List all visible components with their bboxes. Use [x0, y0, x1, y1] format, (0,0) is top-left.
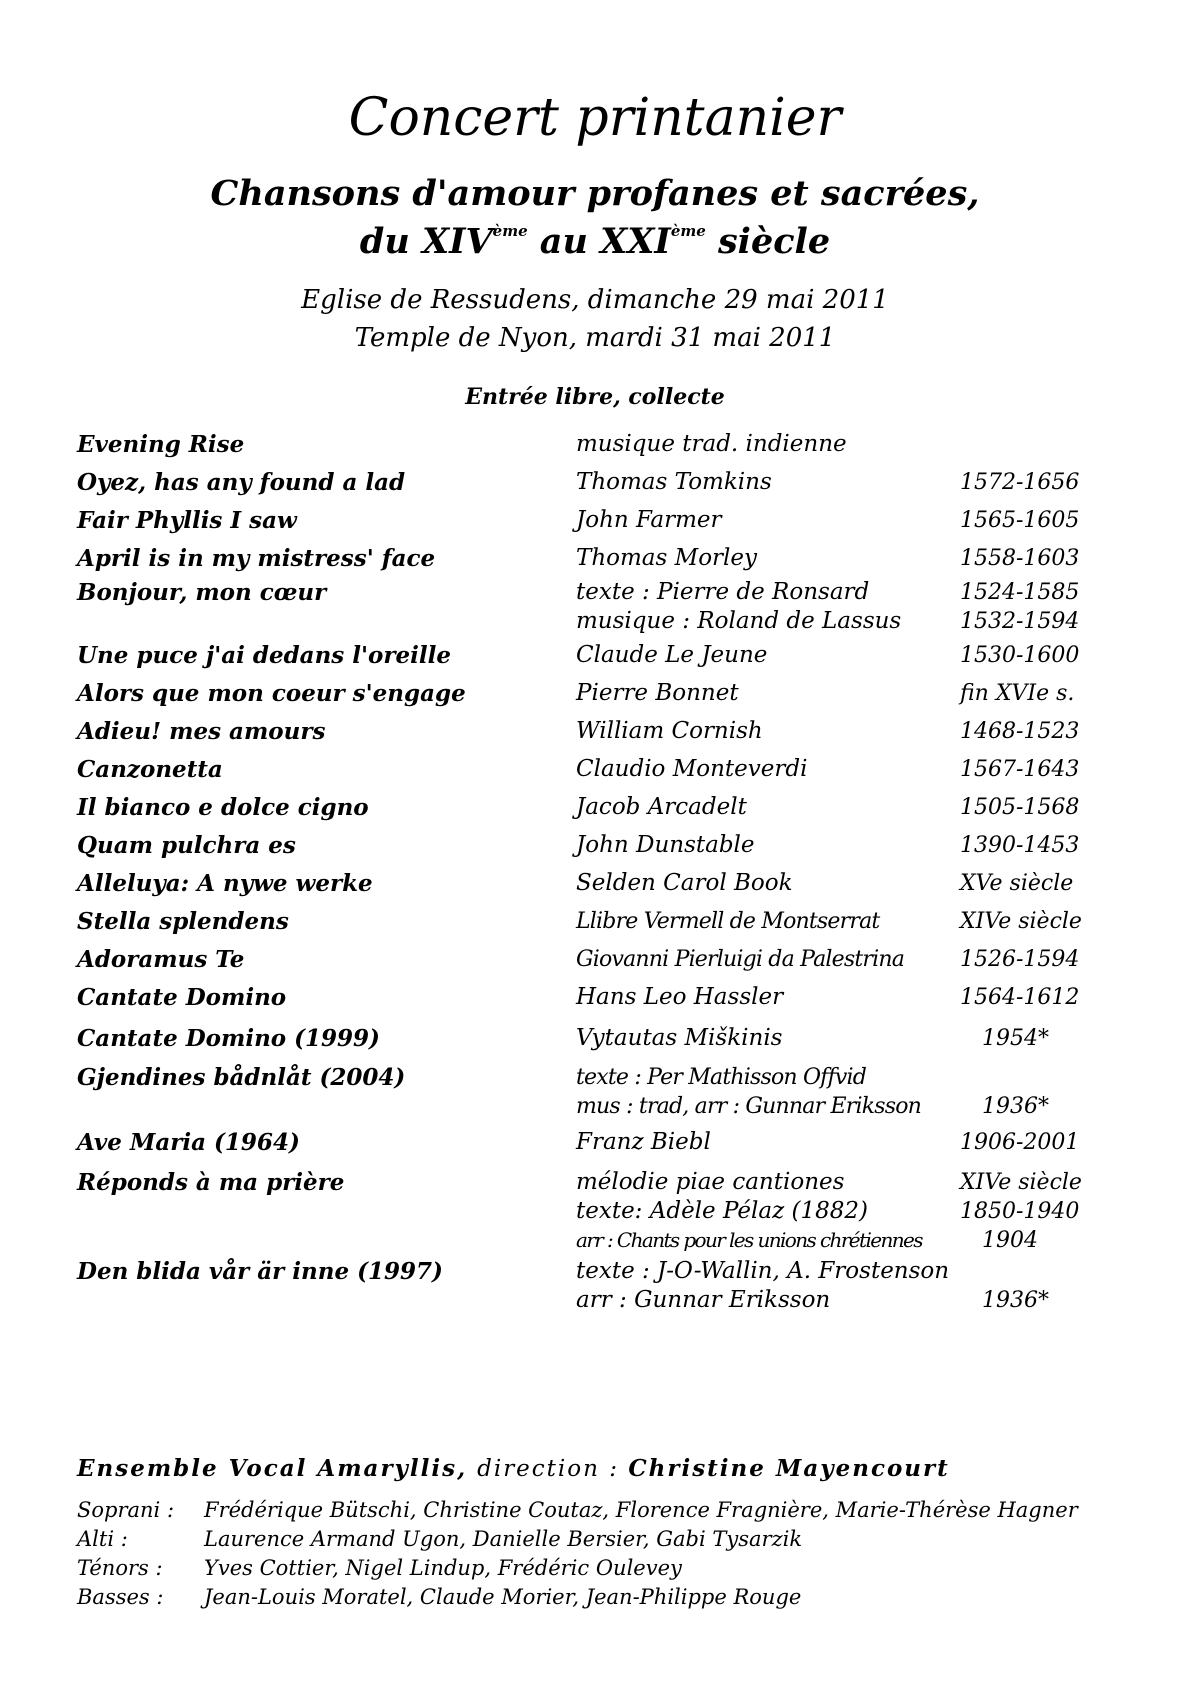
composer-dates	[960, 755, 1100, 784]
composer-line: Claudio Monteverdi	[576, 756, 808, 782]
date-line: XIVe siècle	[960, 909, 1082, 934]
voice-label: Alti :	[77, 1527, 128, 1551]
composer-dates	[960, 945, 1100, 974]
voice-label: Basses :	[77, 1585, 164, 1609]
composer-dates	[960, 717, 1100, 746]
composer	[576, 1128, 711, 1157]
singer-names: Frédérique Bütschi, Christine Coutaz, Florence Fragnière, Marie-Thérèse Hagner	[204, 1498, 1078, 1522]
composer-line: texte : Pierre de Ronsard	[576, 579, 870, 605]
piece-title: April is in my mistress' face	[77, 545, 436, 572]
piece-title: Adieu! mes amours	[77, 718, 326, 745]
date-line: 1572-1656	[960, 470, 1080, 495]
composer-dates	[960, 679, 1100, 708]
composer-line: Hans Leo Hassler	[576, 984, 784, 1010]
subtitle-part-c: siècle	[705, 221, 831, 262]
singer-names: Jean-Louis Moratel, Claude Morier, Jean-Philippe Rouge	[204, 1585, 802, 1609]
composer-line: Thomas Tomkins	[576, 469, 772, 495]
composer	[576, 1024, 782, 1053]
piece-title: Canzonetta	[77, 756, 223, 783]
piece-title: Cantate Domino (1999)	[77, 1025, 380, 1052]
composer-line: Llibre Vermell de Montserrat	[576, 909, 880, 934]
date-line: 1850-1940	[960, 1199, 1080, 1224]
piece-title: Oyez, has any found a lad	[77, 469, 406, 496]
date-line: 1530-1600	[960, 643, 1080, 668]
composer	[576, 506, 722, 535]
voice-label: Ténors :	[77, 1556, 163, 1580]
date-line: 1565-1605	[960, 508, 1080, 533]
subtitle-part-a: du XIV	[359, 221, 493, 262]
piece-title: Cantate Domino	[77, 984, 287, 1011]
composer-line: Claude Le Jeune	[576, 642, 768, 668]
venue-ressudens: Eglise de Ressudens, dimanche 29 mai 2011	[301, 285, 889, 315]
subtitle-sup-2: ème	[670, 222, 706, 240]
composer-dates	[960, 831, 1100, 860]
composer-dates	[960, 544, 1100, 573]
composer	[576, 641, 767, 670]
composer-dates	[960, 1168, 1100, 1255]
subtitle-line-2	[0, 220, 1190, 264]
composer	[576, 1063, 921, 1121]
composer	[576, 945, 904, 974]
date-line: 1564-1612	[960, 985, 1080, 1010]
date-line: fin XVIe s.	[960, 681, 1075, 706]
composer	[576, 983, 783, 1012]
piece-title: Den blida vår är inne (1997)	[77, 1258, 443, 1285]
composer-dates	[960, 869, 1100, 898]
subtitle-sup-1: ème	[492, 222, 528, 240]
composer	[576, 468, 772, 497]
composer-dates	[960, 468, 1100, 497]
date-line	[960, 1063, 1100, 1092]
composer	[576, 430, 847, 459]
piece-title: Stella splendens	[77, 908, 289, 935]
composer-line: texte : J-O-Wallin, A. Frostenson	[576, 1258, 950, 1284]
composer	[576, 1257, 949, 1315]
composer-line: Giovanni Pierluigi da Palestrina	[576, 947, 905, 972]
piece-title: Il bianco e dolce cigno	[77, 794, 369, 821]
composer-line: texte : Per Mathisson Offvid	[576, 1065, 867, 1090]
date-line: 1558-1603	[960, 546, 1080, 571]
composer-dates	[960, 1063, 1100, 1121]
composer	[576, 755, 807, 784]
direction-label: direction :	[477, 1456, 629, 1482]
date-line: 1505-1568	[960, 795, 1080, 820]
composer	[576, 831, 755, 860]
piece-title: Quam pulchra es	[77, 832, 296, 859]
composer-dates	[960, 793, 1100, 822]
date-line: 1936*	[982, 1094, 1049, 1119]
composer-line: Thomas Morley	[576, 545, 757, 571]
subtitle-line-1: Chansons d'amour profanes et sacrées,	[210, 173, 980, 214]
piece-title: Bonjour, mon cœur	[77, 579, 327, 606]
composer-line: texte: Adèle Pélaz (1882)	[576, 1198, 868, 1224]
composer-dates	[960, 1128, 1100, 1157]
composer-line: Franz Biebl	[576, 1129, 711, 1155]
date-line: 1954*	[982, 1026, 1049, 1051]
piece-title: Gjendines bådnlåt (2004)	[77, 1064, 406, 1091]
composer-line: arr : Gunnar Eriksson	[576, 1287, 831, 1313]
ensemble-name: Ensemble Vocal Amaryllis,	[77, 1455, 468, 1482]
venue-nyon: Temple de Nyon, mardi 31 mai 2011	[354, 323, 836, 353]
voice-label: Soprani :	[77, 1498, 175, 1522]
composer	[576, 1168, 922, 1255]
date-line: 1468-1523	[960, 719, 1080, 744]
composer	[576, 679, 739, 708]
composer-line: arr : Chants pour les unions chrétiennes	[576, 1228, 922, 1252]
piece-title: Fair Phyllis I saw	[77, 507, 297, 534]
composer-dates	[960, 578, 1100, 636]
date-line: 1390-1453	[960, 833, 1080, 858]
composer	[576, 793, 747, 822]
piece-title: Une puce j'ai dedans l'oreille	[77, 642, 451, 669]
composer-line: John Dunstable	[576, 832, 755, 858]
composer-line: mélodie piae cantiones	[576, 1169, 845, 1195]
date-line: 1567-1643	[960, 757, 1080, 782]
composer-dates	[960, 1024, 1100, 1053]
date-line: 1906-2001	[960, 1130, 1080, 1155]
date-line: XVe siècle	[960, 871, 1074, 896]
composer-dates	[960, 1257, 1100, 1315]
composer-line: musique : Roland de Lassus	[576, 608, 902, 634]
ensemble-line	[77, 1454, 950, 1484]
composer	[576, 717, 763, 746]
composer-line: mus : trad, arr : Gunnar Eriksson	[576, 1094, 922, 1119]
composer	[576, 907, 879, 936]
conductor-name: Christine Mayencourt	[628, 1455, 950, 1482]
singer-names: Laurence Armand Ugon, Danielle Bersier, Gabi Tysarzik	[204, 1527, 803, 1551]
composer-line: William Cornish	[576, 718, 763, 744]
date-line: 1524-1585	[960, 580, 1080, 605]
composer	[576, 544, 757, 573]
date-line: 1532-1594	[960, 609, 1080, 634]
entry-note: Entrée libre, collecte	[465, 384, 725, 410]
piece-title: Ave Maria (1964)	[77, 1129, 300, 1156]
date-line	[960, 1257, 1100, 1286]
page-title: Concert printanier	[348, 88, 842, 148]
date-line: XIVe siècle	[960, 1170, 1082, 1195]
singer-names: Yves Cottier, Nigel Lindup, Frédéric Oulevey	[204, 1556, 682, 1580]
piece-title: Evening Rise	[77, 431, 245, 458]
composer	[576, 578, 901, 636]
date-line: 1936*	[982, 1288, 1049, 1313]
piece-title: Réponds à ma prière	[77, 1169, 345, 1196]
piece-title: Alleluya: A nywe werke	[77, 870, 373, 897]
date-line: 1904	[982, 1228, 1038, 1253]
composer-line: Jacob Arcadelt	[576, 794, 747, 820]
piece-title: Adoramus Te	[77, 946, 245, 973]
composer-dates	[960, 641, 1100, 670]
composer-line: Pierre Bonnet	[576, 680, 739, 706]
composer-line: John Farmer	[576, 507, 722, 533]
composer-dates	[960, 983, 1100, 1012]
composer-dates	[960, 506, 1100, 535]
piece-title: Alors que mon coeur s'engage	[77, 680, 466, 707]
subtitle-part-b: au XXI	[527, 221, 671, 262]
date-line: 1526-1594	[960, 947, 1080, 972]
composer-line: musique trad. indienne	[576, 431, 847, 457]
composer	[576, 869, 793, 898]
composer-dates	[960, 907, 1100, 936]
composer-line: Selden Carol Book	[576, 870, 793, 896]
composer-line: Vytautas Miškinis	[576, 1025, 783, 1051]
